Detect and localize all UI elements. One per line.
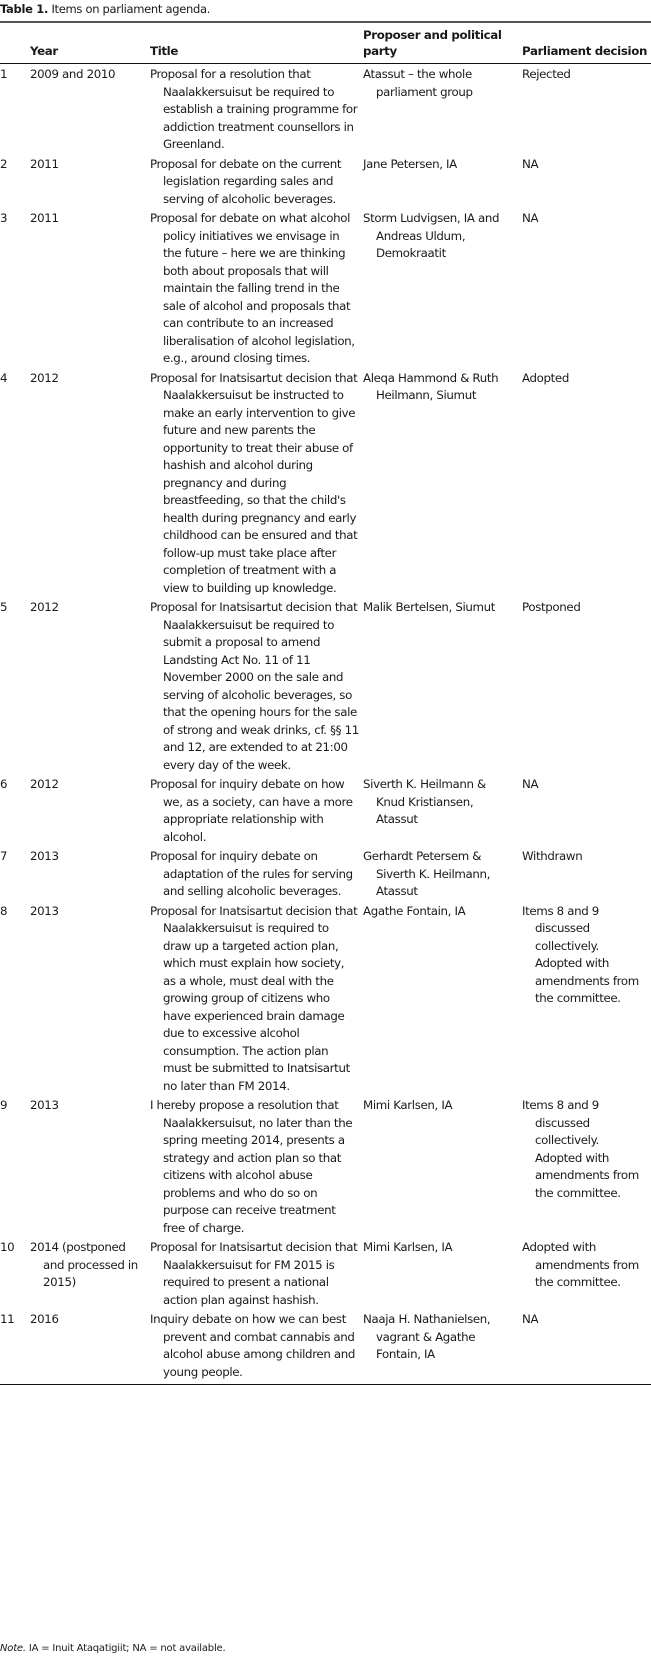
cell-year-text: 2014 (postponed and processed in 2015) — [30, 1240, 138, 1289]
cell-decision — [522, 1237, 651, 1309]
cell-decision-text: Items 8 and 9 discussed collectively. Adopted with amendments from the committee. — [522, 903, 639, 1005]
cell-title — [150, 368, 363, 598]
table-header-row — [0, 25, 651, 64]
cell-proposer-text: Malik Bertelsen, Siumut — [363, 600, 496, 614]
header-num — [0, 25, 30, 64]
cell-title-text: Proposal for Inatsisartut decision that Naalakkersuisut be required to submit a proposal to amend Landsting Act No. 11 of 11 November 2000 on the sale and serving of alcoholic beverages, so that the opening hours for the sale of strong and weak drinks, cf. §§ 11 and 12, are extended to at 21:00 every day of the week. — [150, 600, 359, 772]
cell-year — [30, 1309, 150, 1385]
header-year: Year — [30, 25, 150, 64]
table-note-text: IA = Inuit Ataqatigiit; NA = not available. — [25, 1643, 226, 1654]
cell-decision-text: Withdrawn — [522, 849, 583, 863]
table-caption-label: Table 1. — [0, 2, 49, 16]
cell-decision-text: NA — [522, 211, 539, 225]
table-row — [0, 64, 651, 154]
cell-num-text: 2 — [0, 156, 8, 171]
cell-proposer-text: Mimi Karlsen, IA — [363, 1098, 453, 1112]
cell-decision — [522, 774, 651, 846]
cell-title-text: Proposal for inquiry debate on adaptation of the rules for serving and selling alcoholic beverages. — [150, 849, 353, 898]
cell-num — [0, 208, 30, 368]
cell-year-text: 2011 — [30, 211, 59, 225]
cell-num-text: 8 — [0, 903, 8, 918]
cell-proposer — [363, 1095, 522, 1237]
header-decision: Parliament decision — [522, 25, 651, 64]
cell-num — [0, 154, 30, 209]
cell-title — [150, 774, 363, 846]
cell-num-text: 4 — [0, 370, 8, 385]
cell-num — [0, 1095, 30, 1237]
cell-proposer — [363, 154, 522, 209]
cell-year-text: 2011 — [30, 156, 59, 171]
cell-decision-text: Adopted — [522, 370, 569, 385]
cell-num-text: 3 — [0, 211, 8, 225]
cell-proposer — [363, 208, 522, 368]
table-row — [0, 368, 651, 598]
cell-proposer-text: Atassut – the whole parliament group — [363, 67, 473, 99]
cell-num-text: 10 — [0, 1240, 15, 1254]
table-row — [0, 774, 651, 846]
cell-proposer-text: Gerhardt Petersem & Siverth K. Heilmann, Atassut — [363, 849, 491, 898]
cell-title — [150, 64, 363, 154]
cell-title — [150, 846, 363, 901]
cell-decision — [522, 154, 651, 209]
header-proposer: Proposer and political party — [363, 25, 522, 64]
table-row — [0, 1309, 651, 1385]
cell-year — [30, 64, 150, 154]
cell-num-text: 5 — [0, 600, 8, 614]
cell-num — [0, 846, 30, 901]
cell-decision-text: Items 8 and 9 discussed collectively. Adopted with amendments from the committee. — [522, 1098, 639, 1200]
cell-num — [0, 901, 30, 1096]
cell-year-text: 2013 — [30, 849, 59, 863]
cell-year — [30, 901, 150, 1096]
table-top-rule — [0, 21, 651, 23]
cell-num — [0, 597, 30, 774]
cell-title — [150, 208, 363, 368]
table-body — [0, 64, 651, 1385]
table-note-label: Note. — [0, 1643, 26, 1654]
cell-proposer — [363, 846, 522, 901]
cell-decision-text: NA — [522, 156, 539, 171]
cell-decision — [522, 64, 651, 154]
cell-decision — [522, 597, 651, 774]
table-caption — [0, 2, 210, 16]
cell-year-text: 2012 — [30, 370, 59, 385]
cell-decision — [522, 368, 651, 598]
cell-decision — [522, 846, 651, 901]
cell-proposer-text: Aleqa Hammond & Ruth Heilmann, Siumut — [363, 370, 499, 402]
cell-title — [150, 901, 363, 1096]
cell-proposer — [363, 774, 522, 846]
cell-proposer — [363, 64, 522, 154]
cell-title-text: Proposal for debate on what alcohol policy initiatives we envisage in the future – here we are thinking both about proposals that will maintain the falling trend in the sale of alcohol and proposals that can contribute to an increased liberalisation of alcohol legislation, e.g., around closing times. — [150, 211, 355, 365]
cell-num-text: 6 — [0, 777, 8, 791]
cell-proposer — [363, 368, 522, 598]
cell-title — [150, 154, 363, 209]
cell-year — [30, 774, 150, 846]
cell-year — [30, 1237, 150, 1309]
cell-proposer — [363, 597, 522, 774]
cell-proposer-text: Agathe Fontain, IA — [363, 903, 466, 918]
header-title: Title — [150, 25, 363, 64]
agenda-table — [0, 25, 651, 1385]
table-row — [0, 1095, 651, 1237]
cell-year-text: 2012 — [30, 777, 59, 791]
cell-title-text: Proposal for debate on the current legislation regarding sales and serving of alcoholic beverages. — [150, 156, 342, 206]
cell-num — [0, 368, 30, 598]
cell-year-text: 2009 and 2010 — [30, 67, 116, 81]
cell-title — [150, 1237, 363, 1309]
cell-proposer-text: Mimi Karlsen, IA — [363, 1240, 453, 1254]
cell-decision-text: NA — [522, 777, 539, 791]
table-row — [0, 154, 651, 209]
cell-year — [30, 208, 150, 368]
cell-proposer-text: Jane Petersen, IA — [363, 156, 457, 171]
cell-proposer-text: Siverth K. Heilmann & Knud Kristiansen, Atassut — [363, 777, 486, 826]
table-caption-text: Items on parliament agenda. — [51, 2, 211, 16]
cell-year — [30, 368, 150, 598]
cell-title-text: Proposal for Inatsisartut decision that Naalakkersuisut be instructed to make an early intervention to give future and new parents the opportunity to treat their abuse of hashish and alcohol during pregnancy and during breastfeeding, so that the child's health during pregnancy and early childhood can be ensured and that follow-up must take place after completion of treatment with a view to building up knowledge. — [150, 370, 358, 595]
cell-decision-text: NA — [522, 1312, 539, 1326]
cell-num — [0, 774, 30, 846]
cell-num — [0, 1309, 30, 1385]
cell-title-text: Proposal for Inatsisartut decision that Naalakkersuisut for FM 2015 is required to present a national action plan against hashish. — [150, 1240, 358, 1307]
cell-year — [30, 597, 150, 774]
cell-title — [150, 597, 363, 774]
table-row — [0, 846, 651, 901]
cell-proposer — [363, 1237, 522, 1309]
cell-year-text: 2012 — [30, 600, 59, 614]
cell-decision — [522, 1095, 651, 1237]
cell-num — [0, 64, 30, 154]
cell-title-text: Inquiry debate on how we can best prevent and combat cannabis and alcohol abuse among children and young people. — [150, 1312, 356, 1379]
cell-title — [150, 1309, 363, 1385]
cell-decision-text: Rejected — [522, 67, 571, 81]
table-row — [0, 597, 651, 774]
cell-proposer — [363, 1309, 522, 1385]
cell-proposer-text: Storm Ludvigsen, IA and Andreas Uldum, Demokraatit — [363, 211, 500, 260]
cell-year-text: 2013 — [30, 1098, 59, 1112]
cell-num-text: 7 — [0, 849, 8, 863]
cell-title-text: Proposal for inquiry debate on how we, as a society, can have a more appropriate relationship with alcohol. — [150, 777, 353, 844]
cell-num-text: 1 — [0, 67, 8, 81]
cell-year-text: 2016 — [30, 1312, 59, 1326]
cell-decision — [522, 901, 651, 1096]
cell-proposer — [363, 901, 522, 1096]
cell-decision — [522, 208, 651, 368]
table-row — [0, 208, 651, 368]
cell-year-text: 2013 — [30, 903, 59, 918]
cell-decision — [522, 1309, 651, 1385]
table-row — [0, 1237, 651, 1309]
cell-num-text: 9 — [0, 1098, 8, 1112]
cell-proposer-text: Naaja H. Nathanielsen, vagrant & Agathe Fontain, IA — [363, 1312, 491, 1361]
cell-year — [30, 154, 150, 209]
cell-title-text: Proposal for Inatsisartut decision that Naalakkersuisut is required to draw up a targeted action plan, which must explain how society, as a whole, must deal with the growing group of citizens who have experienced brain damage due to excessive alcohol consumption. The action plan must be submitted to Inatsisartut no later than FM 2014. — [150, 903, 358, 1093]
cell-title-text: I hereby propose a resolution that Naalakkersuisut, no later than the spring meeting 2014, presents a strategy and action plan so that citizens with alcohol abuse problems and who do so on purpose can receive treatment free of charge. — [150, 1098, 353, 1235]
cell-year — [30, 846, 150, 901]
table-row — [0, 901, 651, 1096]
cell-year — [30, 1095, 150, 1237]
cell-num — [0, 1237, 30, 1309]
cell-decision-text: Adopted with amendments from the committee. — [522, 1240, 639, 1289]
cell-title-text: Proposal for a resolution that Naalakkersuisut be required to establish a training programme for addiction treatment counsellors in Greenland. — [150, 67, 358, 151]
cell-num-text: 11 — [0, 1312, 15, 1326]
table-note — [0, 1643, 225, 1654]
cell-decision-text: Postponed — [522, 600, 581, 614]
cell-title — [150, 1095, 363, 1237]
